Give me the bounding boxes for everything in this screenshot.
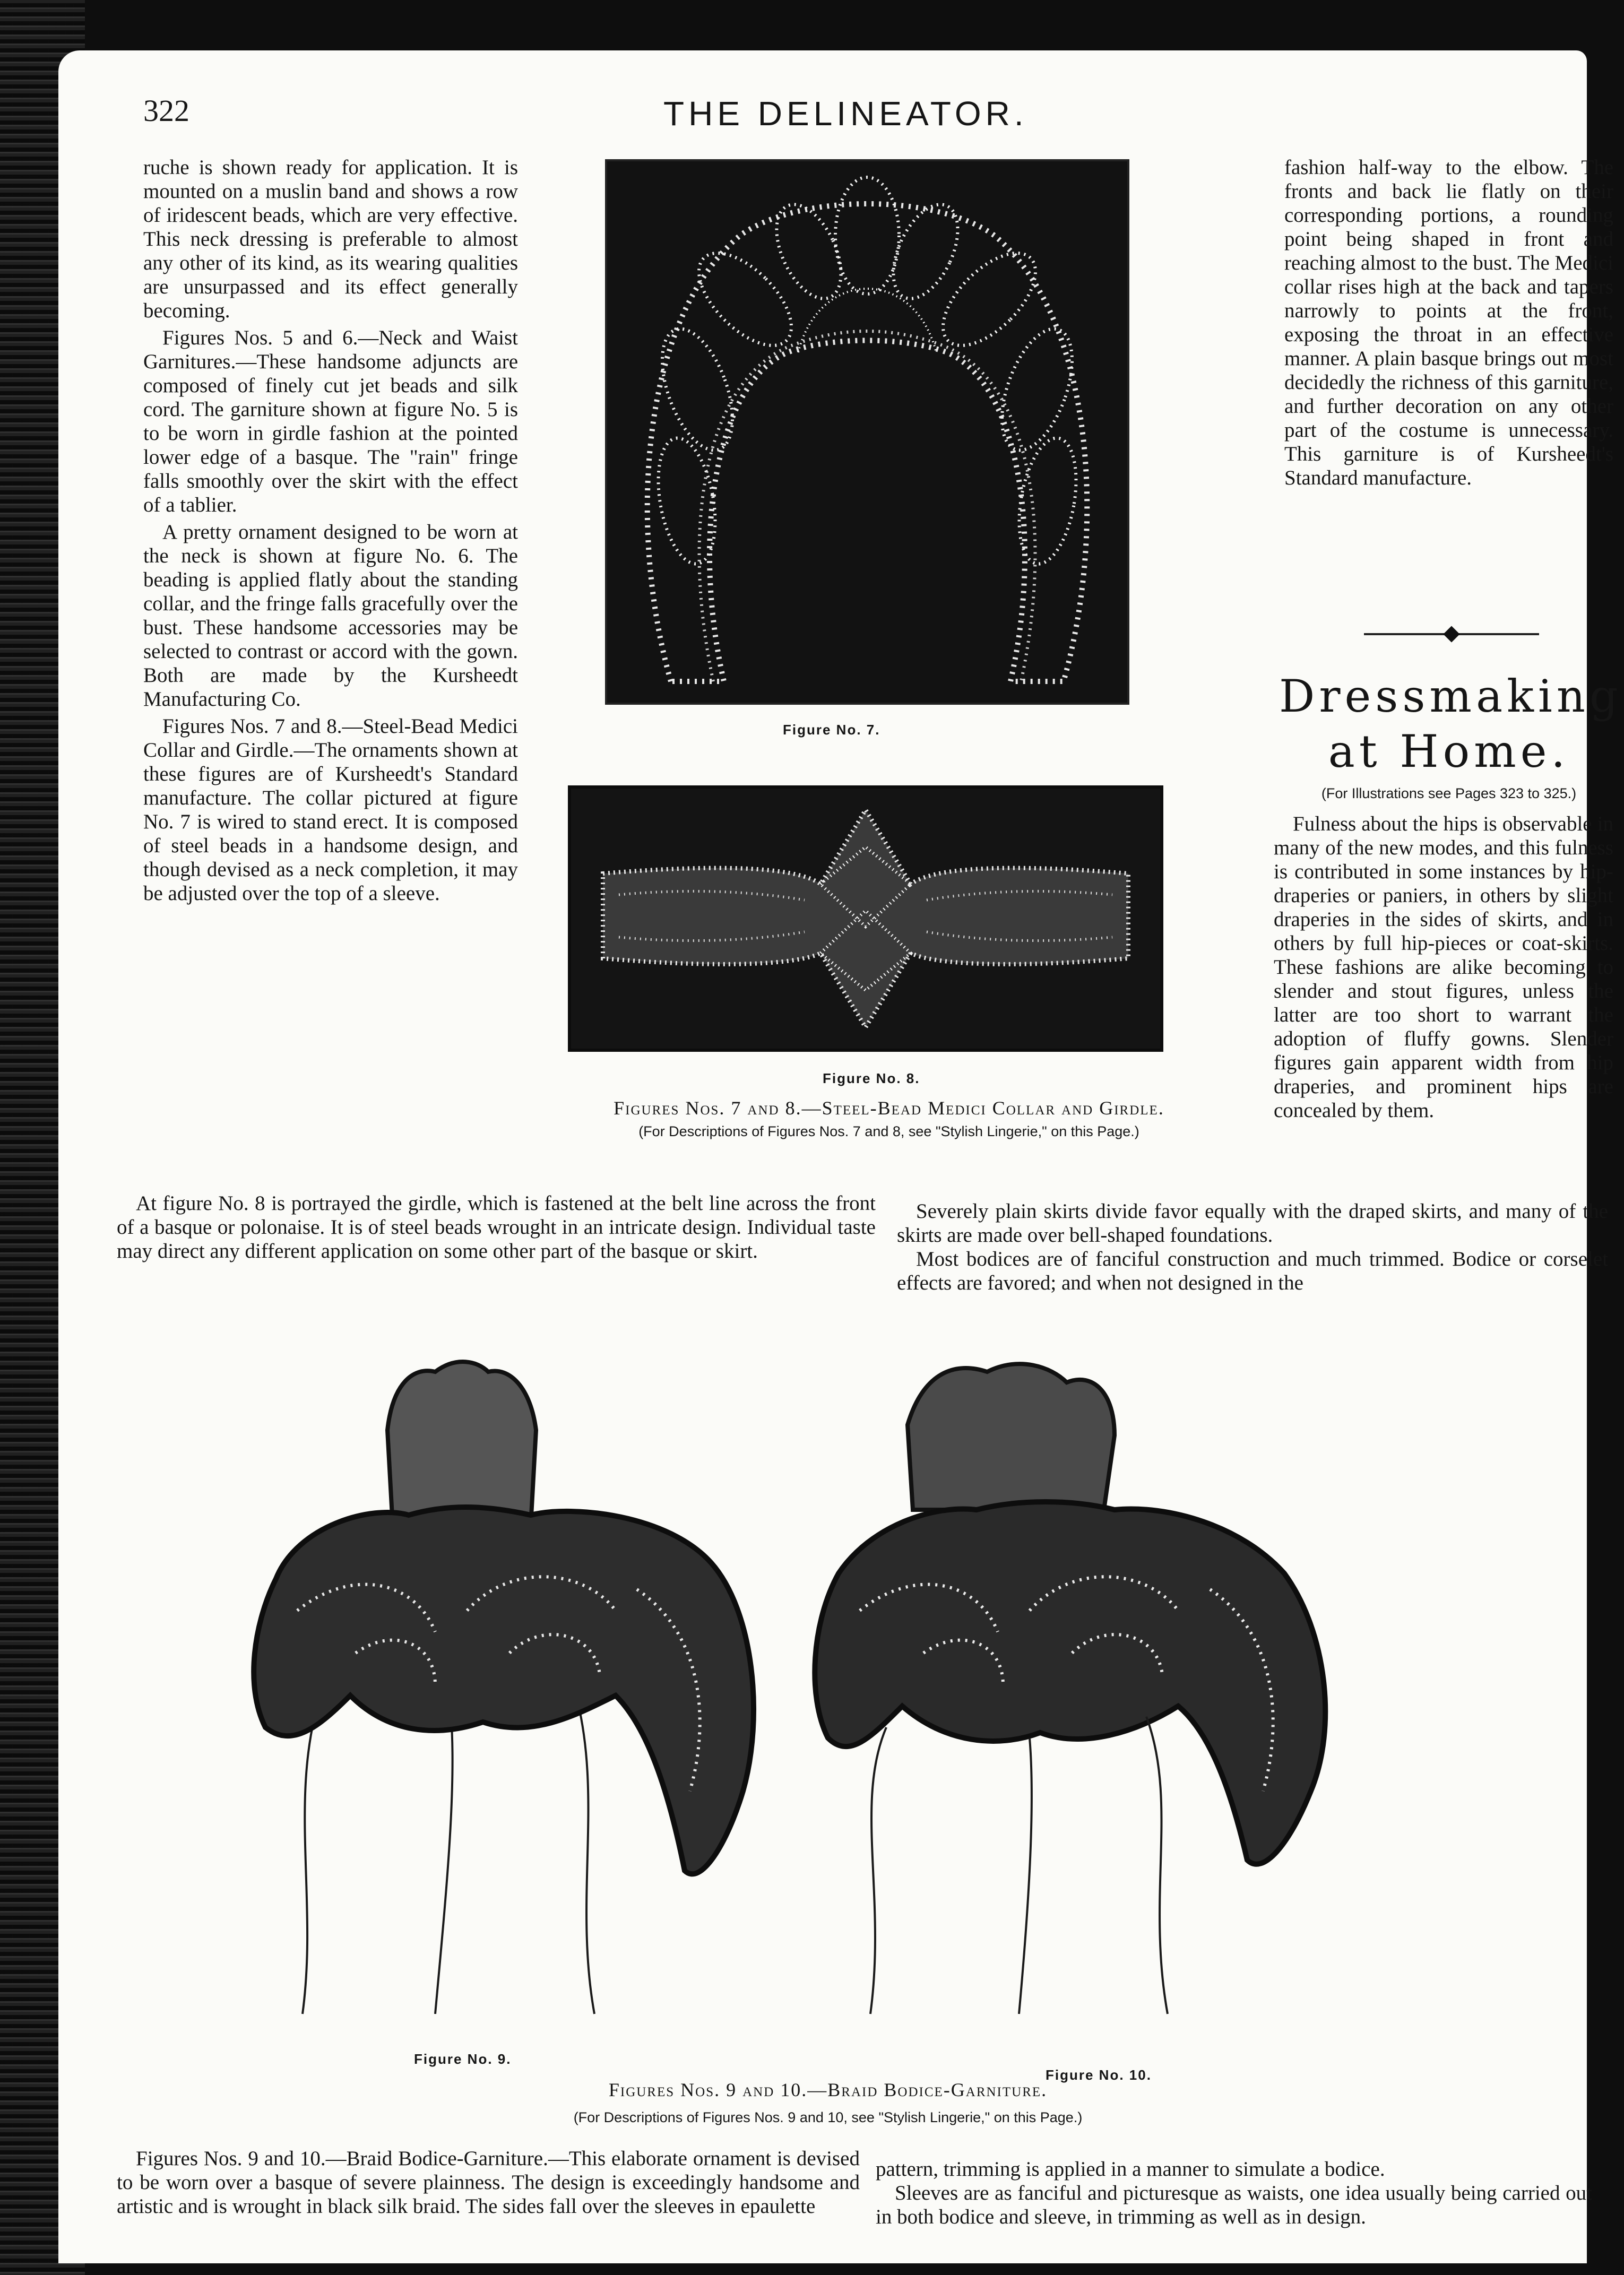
rule-diamond [1443, 626, 1459, 642]
figures-9-10-image [234, 1313, 1401, 2051]
paragraph: A pretty ornament designed to be worn at the neck is shown at figure No. 6. The beading is applied flatly about the standing collar, and the fringe falls gracefully over the bust. These handsome accessories may be selected to contrast or accord with the gown. Both are made by the Kursheedt Manufacturing Co. [143, 521, 518, 711]
page-number: 322 [143, 93, 189, 128]
paragraph: Fulness about the hips is observable in many of the new modes, and this fulness is contributed in some instances by hip-draperies or paniers, in others by slight draperies in the sides of skirts, and in others by full hip-pieces or coat-skirts. These fashions are alike becoming to slender and stout figures, unless the latter are too short to warrant the adoption of fluffy gowns. Slender figures gain apparent width from hip draperies, and prominent hips are concealed by them. [1274, 812, 1613, 1122]
figures-7-8-subcaption: (For Descriptions of Figures Nos. 7 and 8, see "Stylish Lingerie," on this Page.) [638, 1123, 1139, 1139]
left-column [143, 155, 518, 905]
ornament-rule [1364, 633, 1539, 635]
magazine-page [58, 50, 1622, 2263]
figure-10-caption: Figure No. 10. [1046, 2067, 1152, 2083]
running-title: THE DELINEATOR. [663, 94, 1028, 133]
figures-9-10-subcaption: (For Descriptions of Figures Nos. 9 and 10, see "Stylish Lingerie," on this Page.) [573, 2109, 1083, 2125]
figures-9-10-caption: Figures Nos. 9 and 10.—Braid Bodice-Garniture. [608, 2079, 1048, 2100]
wide-text-left [117, 1191, 876, 1263]
right-column-top [1284, 155, 1613, 490]
paragraph: Sleeves are as fanciful and picturesque as waists, one idea usually being carried out in both bodice and sleeve, in trimming as well as in design. [876, 2182, 1592, 2228]
section-title: Dressmaking at Home. [1279, 670, 1622, 777]
paragraph: fashion half-way to the elbow. The fronts and back lie flatly on their corresponding portions, a rounding point being shaped in front and reaching almost to the bust. The Medici collar rises high at the back and tapers narrowly to points at the front, exposing the throat in an effective manner. A plain basque brings out most decidedly the richness of this garniture, and further decoration on any other part of the costume is unnecessary. This garniture is of Kursheedt's Standard manufacture. [1284, 156, 1613, 489]
figure-7-image [605, 159, 1129, 705]
figure-8-image [568, 785, 1163, 1052]
braid-bodice-illustrations [234, 1313, 1401, 2051]
figure-9-caption: Figure No. 9. [414, 2051, 512, 2067]
bottom-text-right [876, 2157, 1592, 2229]
paragraph: Figures Nos. 7 and 8.—Steel-Bead Medici Collar and Girdle.—The ornaments shown at these figures are of Kursheedt's Standard manufacture. The collar pictured at figure No. 7 is wired to stand erect. It is composed of steel beads in a handsome design, and though devised as a neck completion, it may be adjusted over the top of a sleeve. [143, 715, 518, 905]
figure-8-caption: Figure No. 8. [823, 1070, 920, 1086]
bottom-text-left [117, 2147, 860, 2218]
beaded-collar-illustration [607, 161, 1127, 703]
paragraph: ruche is shown ready for application. It is mounted on a muslin band and shows a row of iridescent beads, which are very effective. This neck dressing is preferable to almost any other of its kind, as its wearing qualities are unsurpassed and its effect generally becoming. [143, 156, 518, 322]
paragraph: pattern, trimming is applied in a manner to simulate a bodice. [876, 2158, 1385, 2181]
figures-7-8-caption: Figures Nos. 7 and 8.—Steel-Bead Medici Collar and Girdle. [614, 1097, 1164, 1119]
paragraph: Most bodices are of fanciful construction and much trimmed. Bodice or corselet effects are favored; and when not designed in the [897, 1248, 1608, 1294]
paragraph: Figures Nos. 5 and 6.—Neck and Waist Garnitures.—These handsome adjuncts are composed of finely cut jet beads and silk cord. The garniture shown at figure No. 5 is to be worn in girdle fashion at the pointed lower edge of a basque. The "rain" fringe falls smoothly over the skirt with the effect of a tablier. [143, 326, 518, 516]
paragraph: Severely plain skirts divide favor equally with the draped skirts, and many of the skirts are made over bell-shaped foundations. [897, 1200, 1608, 1247]
wide-text-right [897, 1199, 1608, 1295]
section-note: (For Illustrations see Pages 323 to 325.) [1321, 785, 1577, 801]
right-column-section [1274, 812, 1613, 1122]
figure-7-caption: Figure No. 7. [783, 722, 880, 738]
paragraph: Figures Nos. 9 and 10.—Braid Bodice-Garniture.—This elaborate ornament is devised to be worn over a basque of severe plainness. The design is exceedingly handsome and artistic and is wrought in black silk braid. The sides fall over the sleeves in epaulette [117, 2147, 860, 2218]
beaded-girdle-illustration [571, 789, 1160, 1049]
paragraph: At figure No. 8 is portrayed the girdle, which is fastened at the belt line across the front of a basque or polonaise. It is of steel beads wrought in an intricate design. Individual taste may direct any different application on some other part of the basque or skirt. [117, 1192, 876, 1262]
